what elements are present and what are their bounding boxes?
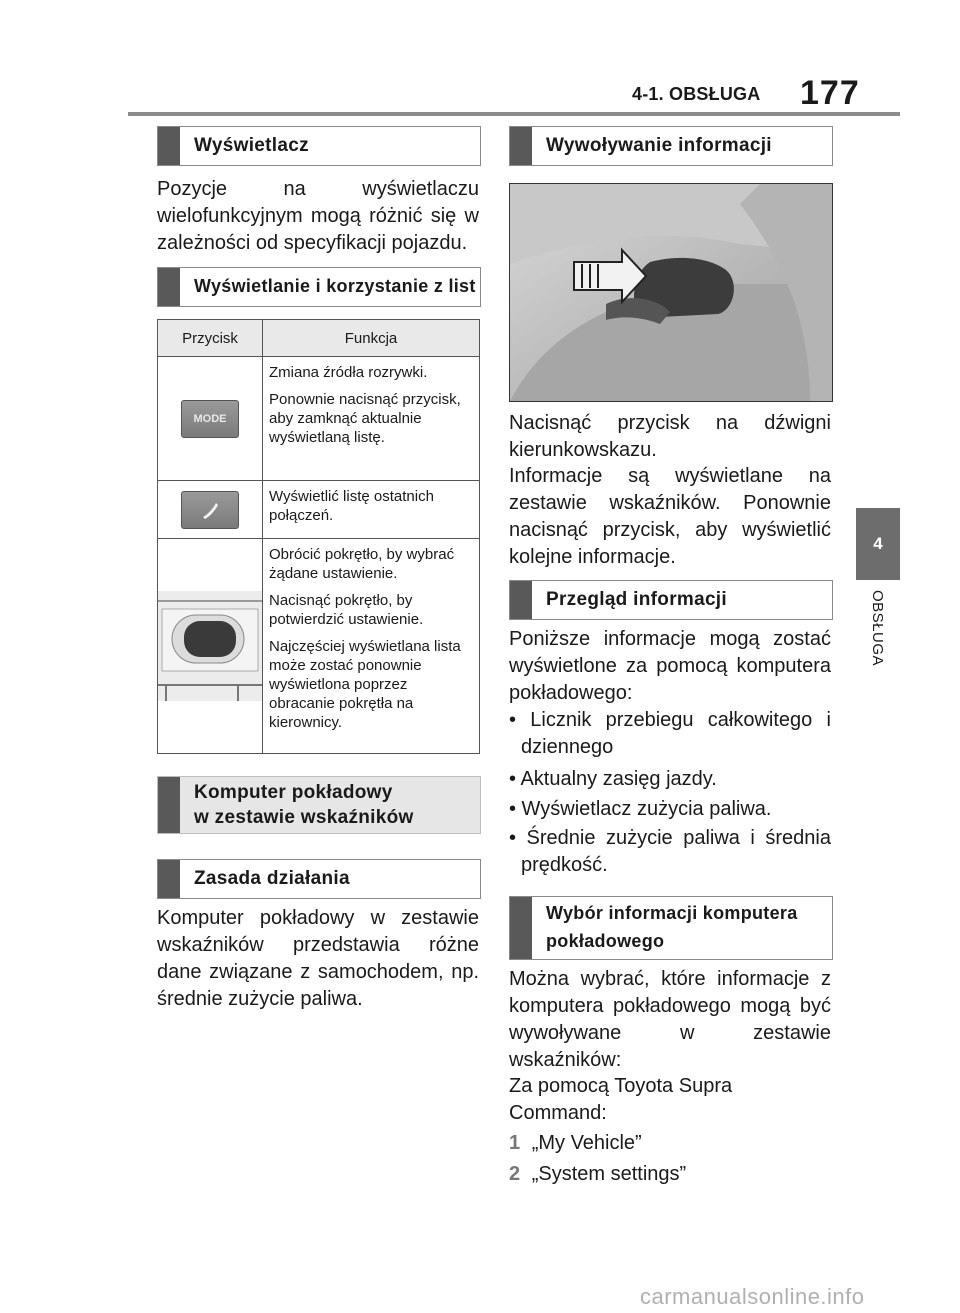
list-item	[509, 766, 831, 793]
section-heading-lists	[157, 267, 481, 307]
page-number: 177	[800, 74, 860, 112]
table-cell-function	[263, 357, 480, 481]
heading-text: Przegląd informacji	[546, 589, 727, 610]
paragraph: Nacisnąć przycisk na dźwigni kierunkowskazu.	[509, 412, 831, 461]
function-text: Wyświetlić listę ostatnich połączeń.	[269, 488, 434, 524]
section-heading: 4-1. OBSŁUGA	[632, 84, 761, 104]
heading-text: Wyświetlanie i korzystanie z list	[194, 276, 476, 296]
table-header-row	[158, 320, 480, 357]
list-item	[509, 796, 831, 823]
phone-icon	[199, 499, 221, 521]
paragraph: Komputer pokładowy w zestawie wskaźników przedstawia różne dane związane z samochodem, np. średnie zużycie paliwa.	[157, 907, 479, 1010]
step-item	[509, 1130, 642, 1157]
heading-text-line2: pokładowego	[546, 931, 665, 951]
paragraph: Można wybrać, które informacje z komputera pokładowego mogą być wywoływane w zestawie wskaźników:	[509, 968, 831, 1071]
heading-text-line1: Wybór informacji komputera	[546, 903, 798, 923]
paragraph: Za pomocą Toyota Supra Command:	[509, 1075, 733, 1124]
step-number: 1	[509, 1132, 521, 1154]
heading-text-line1: Komputer pokładowy	[194, 782, 393, 803]
list-item	[509, 707, 831, 761]
function-text: Obrócić pokrętło, by wybrać żądane ustawienie.	[269, 546, 455, 582]
step-number: 2	[509, 1163, 521, 1185]
header-rule	[128, 112, 900, 116]
section-heading-calling-info	[509, 126, 833, 166]
bullet-text: • Średnie zużycie paliwa i średnia prędkość.	[509, 827, 831, 876]
thumbwheel-icon	[158, 591, 262, 701]
paragraph: Informacje są wyświetlane na zestawie wskaźników. Ponownie nacisnąć przycisk, aby wyświetlić kolejne informacje.	[509, 465, 831, 568]
section-heading-overview	[509, 580, 833, 620]
bullet-text: • Licznik przebiegu całkowitego i dziennego	[509, 709, 831, 758]
phone-button-icon	[181, 491, 239, 529]
heading-bar	[158, 777, 180, 833]
step-text: „System settings”	[531, 1163, 687, 1185]
section-heading-principle	[157, 859, 481, 899]
mode-button-icon: MODE	[181, 400, 239, 438]
function-text: Zmiana źródła rozrywki.	[269, 364, 428, 381]
table-row	[158, 481, 480, 539]
function-text: Najczęściej wyświetlana lista może zostać ponownie wyświetlona poprzez obracanie pokrętła na kierownicy.	[269, 638, 461, 731]
table-header-cell: Przycisk	[158, 320, 263, 357]
list-item	[509, 825, 831, 879]
chapter-label-text: OBSŁUGA	[869, 590, 886, 667]
heading-bar	[510, 581, 532, 619]
heading-text: Wyświetlacz	[194, 135, 309, 156]
heading-bar	[510, 897, 532, 959]
watermark: carmanualsonline.info	[640, 1284, 865, 1309]
step-item	[509, 1161, 686, 1188]
chapter-tab-label	[864, 590, 890, 690]
function-text: Nacisnąć pokrętło, by potwierdzić ustawienie.	[269, 592, 424, 628]
table-cell-button	[158, 481, 263, 539]
bullet-text: • Wyświetlacz zużycia paliwa.	[509, 798, 772, 820]
lever-illustration	[510, 184, 832, 401]
heading-text-line2: w zestawie wskaźników	[194, 807, 414, 828]
table-cell-function	[263, 481, 480, 539]
table-header-cell: Funkcja	[263, 320, 480, 357]
section-heading-select-info	[509, 896, 833, 960]
heading-bar	[158, 860, 180, 898]
section-heading-display	[157, 126, 481, 166]
function-text: Ponownie nacisnąć przycisk, aby zamknąć aktualnie wyświetlaną listę.	[269, 391, 461, 446]
button-function-table	[157, 319, 480, 754]
table-row	[158, 357, 480, 481]
chapter-tab[interactable]: 4	[856, 508, 900, 580]
table-row	[158, 539, 480, 754]
step-text: „My Vehicle”	[531, 1132, 642, 1154]
heading-text: Zasada działania	[194, 868, 350, 889]
paragraph: Pozycje na wyświetlaczu wielofunkcyjnym mogą różnić się w zależności od specyfikacji pojazdu.	[157, 178, 479, 254]
bullet-text: • Aktualny zasięg jazdy.	[509, 768, 717, 790]
table-cell-button	[158, 539, 263, 754]
paragraph: Poniższe informacje mogą zostać wyświetlone za pomocą komputera pokładowego:	[509, 628, 831, 704]
turn-signal-lever-photo	[509, 183, 833, 402]
heading-bar	[158, 127, 180, 165]
section-heading-onboard-computer	[157, 776, 481, 834]
table-cell-button	[158, 357, 263, 481]
heading-bar	[158, 268, 180, 306]
heading-bar	[510, 127, 532, 165]
table-cell-function	[263, 539, 480, 754]
heading-text: Wywoływanie informacji	[546, 135, 772, 156]
